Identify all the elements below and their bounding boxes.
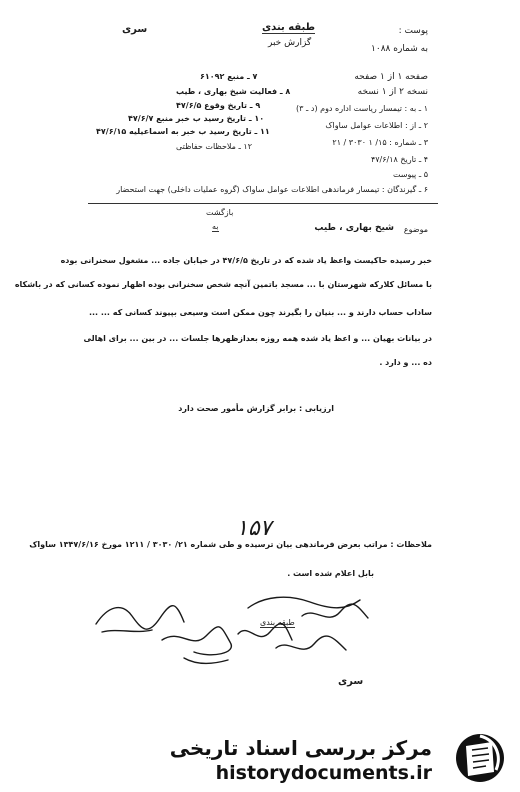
body-line-1: خبر رسیده حاکیست واعظ یاد شده که در تاریخ ۴۷/۶/۵ در خیابان جاده ... مشغول سخنرانی بوده — [60, 256, 432, 265]
header-divider — [88, 203, 438, 204]
body-line-2: با مسائل کلارکه شهرستان با ... مسجد باتمین آنچه شخص سخنرانی بوده اظهار نموده کسانی که در باشکاه — [14, 280, 432, 289]
field-report-date: ۱۱ ـ تاریخ رسید ب خبر به اسماعیلیه ۴۷/۶/۱۵ — [96, 127, 270, 136]
return-label: بازگشت — [206, 208, 234, 217]
evaluation: ارزیابی : برابر گزارش مأمور صحت دارد — [178, 404, 334, 413]
signature-classification-label: طبقه بندی — [260, 618, 295, 627]
handwritten-number: ۱۵۷ — [236, 516, 272, 541]
field-activity: ۸ ـ فعالیت شیخ بهاری ، طیب — [176, 87, 291, 96]
classification-header: طبقه بندی — [262, 22, 316, 33]
archive-brand-name: مرکز بررسی اسناد تاریخی — [169, 736, 432, 760]
classification-secret-bottom: سری — [338, 676, 364, 687]
subject-value: شیخ بهاری ، طیب — [314, 223, 394, 233]
field-number: ۳ ـ شماره : ۱۵/ ۱ ۳۰۳۰ / ۲۱ — [332, 138, 428, 147]
body-line-3: ساداب حساب دارند و ... بنیان را بگیرند چون ممکن است وسیعی بپیوند کسانی که ... ... — [88, 308, 432, 317]
report-title: گزارش خبر — [268, 38, 312, 48]
copy-count: نسخه ۲ از ۱ نسخه — [357, 87, 428, 97]
field-to: ۱ ـ به : تیمسار ریاست اداره دوم (د ـ ۳) — [296, 104, 428, 113]
field-date: ۴ ـ تاریخ ۴۷/۶/۱۸ — [370, 155, 428, 164]
field-receive-date: ۱۰ ـ تاریخ رسید ب خبر منبع ۴۷/۶/۷ — [128, 114, 265, 123]
document-number: به شماره ۱۰۸۸ — [371, 44, 428, 54]
handwritten-signature — [88, 588, 378, 676]
body-line-4: در بیانات بهیان ... و اعظ یاد شده همه روزه بعدازظهرها جلسات ... در بین ... برای اهالی — [83, 334, 432, 343]
field-source: ۷ ـ منبع ۶۱۰۹۲ — [200, 72, 258, 81]
remarks-line-2: بابل اعلام شده است . — [287, 569, 374, 578]
remarks-line-1: ملاحظات : مراتب بعرض فرماندهی بیان ترسیده و طی شماره ۲۱/ ۳۰۳۰ / ۱۲۱۱ مورخ ۱۳۴۷/۶/۱۶ ساواک — [29, 540, 432, 549]
field-event-date: ۹ ـ تاریخ وقوع ۴۷/۶/۵ — [176, 101, 261, 110]
page-count: صفحه ۱ از ۱ صفحه — [354, 72, 428, 82]
field-attachment: ۵ ـ پیوست — [392, 170, 428, 179]
archive-website: historydocuments.ir — [215, 762, 432, 784]
field-protection-notes: ۱۲ ـ ملاحظات حفاظتی — [176, 142, 252, 151]
field-recipients: ۶ ـ گیرندگان : تیمسار فرماندهی اطلاعات عوامل ساواک (گروه عملیات داخلی) جهت استحضار — [116, 185, 428, 194]
return-label-2: به — [212, 222, 219, 231]
subject-label: موضوع — [403, 225, 428, 234]
field-from: ۲ ـ از : اطلاعات عوامل ساواک — [325, 121, 428, 130]
body-line-5: ده ... و دارد . — [379, 358, 432, 367]
classification-secret-top: سری — [122, 24, 148, 35]
archive-logo-icon — [452, 730, 508, 786]
post-label: پوست : — [398, 26, 428, 36]
